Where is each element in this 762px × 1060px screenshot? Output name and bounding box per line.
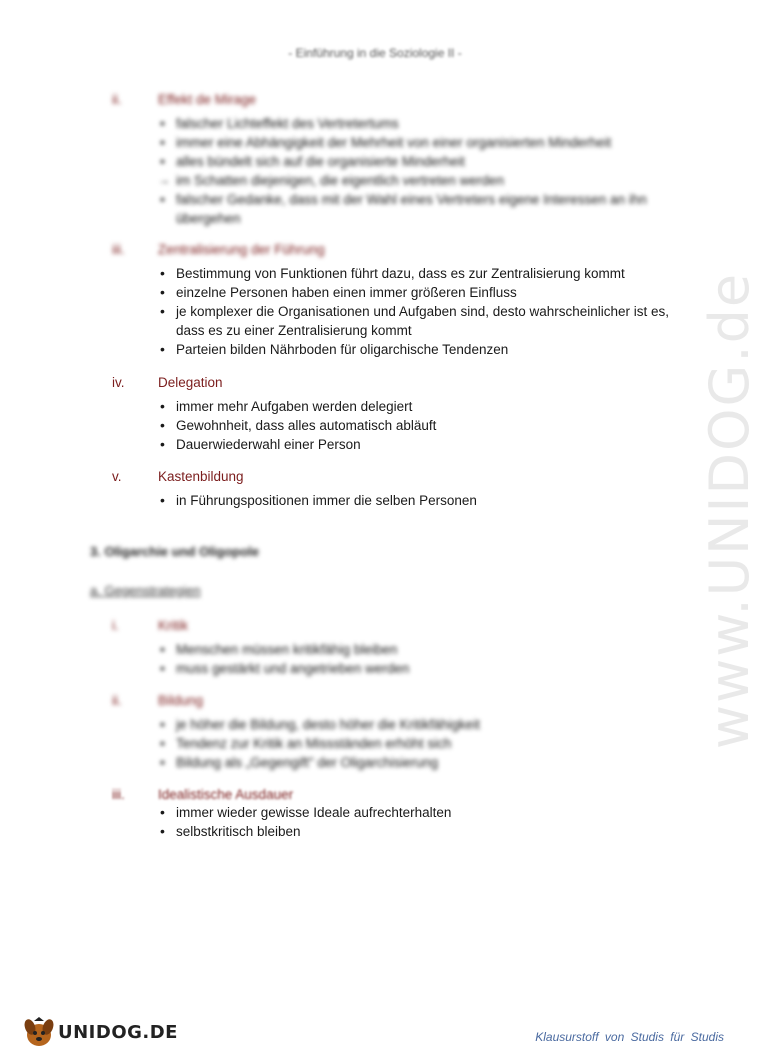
section-title: Kritik [158, 618, 188, 633]
list-item: • Dauerwiederwahl einer Person [158, 435, 672, 454]
bullet-list [112, 803, 672, 841]
list-item: • Parteien bilden Nährboden für oligarchische Tendenzen [158, 340, 672, 359]
section-number: iii. [112, 242, 125, 257]
section-heading [112, 787, 672, 803]
section-number: iii. [112, 787, 125, 802]
section-heading [112, 242, 672, 264]
header-title: - Einführung in die Soziologie II - [288, 46, 462, 60]
list-item: • falscher Gedanke, dass mit der Wahl eines Vertreters eigene Interessen an ihn übergehen [158, 190, 672, 228]
list-item: • Bildung als „Gegengift" der Oligarchisierung [158, 753, 672, 772]
section-heading [112, 92, 672, 114]
bullet-list [112, 397, 672, 454]
list-item: • Gewohnheit, dass alles automatisch abläuft [158, 416, 672, 435]
bullet-list [112, 715, 672, 772]
section-heading [112, 469, 672, 491]
bullet-list [112, 114, 672, 228]
list-item: • Tendenz zur Kritik an Missständen erhöht sich [158, 734, 672, 753]
bullet-list [112, 640, 672, 678]
dog-icon [22, 1015, 56, 1049]
list-item: • immer mehr Aufgaben werden delegiert [158, 397, 672, 416]
list-item: • immer wieder gewisse Ideale aufrechterhalten [158, 803, 672, 822]
list-item: • selbstkritisch bleiben [158, 822, 672, 841]
watermark-text: www.UNIDOG.de [698, 271, 762, 749]
section-kritik [112, 618, 672, 678]
list-item: • immer eine Abhängigkeit der Mehrheit von einer organisierten Minderheit [158, 133, 672, 152]
main-heading: 3. Oligarchie und Oligopole [90, 544, 260, 559]
list-item: • alles bündelt sich auf die organisierte Minderheit [158, 152, 672, 171]
section-idealistische-ausdauer [112, 787, 672, 841]
bullet-list [112, 264, 672, 359]
section-zentralisierung [112, 242, 672, 359]
section-number: i. [112, 618, 119, 633]
section-title: Delegation [158, 375, 223, 390]
section-kastenbildung [112, 469, 672, 510]
bullet-list [112, 491, 672, 510]
list-item: • falscher Lichteffekt des Vertretertums [158, 114, 672, 133]
section-title: Kastenbildung [158, 469, 244, 484]
watermark [698, 271, 762, 749]
list-item: • Menschen müssen kritikfähig bleiben [158, 640, 672, 659]
list-item: • je komplexer die Organisationen und Aufgaben sind, desto wahrscheinlicher ist es, dass es zu einer Zentralisierung kommt [158, 302, 672, 340]
footer-note: Klausurstoff von Studis für Studis [535, 1030, 724, 1044]
list-item: • einzelne Personen haben einen immer größeren Einfluss [158, 283, 672, 302]
section-bildung [112, 693, 672, 772]
section-heading [112, 375, 672, 397]
sub-heading: a. Gegenstrategien [90, 583, 201, 598]
section-heading [112, 618, 672, 640]
list-item: • in Führungspositionen immer die selben Personen [158, 491, 672, 510]
section-title: Bildung [158, 693, 204, 708]
section-number: v. [112, 469, 122, 484]
list-item: • muss gestärkt und angetrieben werden [158, 659, 672, 678]
section-number: ii. [112, 693, 122, 708]
section-title: Idealistische Ausdauer [158, 787, 294, 802]
section-title: Effekt de Mirage [158, 92, 257, 107]
section-delegation [112, 375, 672, 454]
page-header [0, 46, 750, 60]
section-effekt-de-mirage [112, 92, 672, 228]
section-title: Zentralisierung der Führung [158, 242, 325, 257]
logo-text: UNIDOG.DE [58, 1021, 178, 1043]
section-heading [112, 693, 672, 715]
list-item: • Bestimmung von Funktionen führt dazu, dass es zur Zentralisierung kommt [158, 264, 672, 283]
list-item-arrow: → im Schatten diejenigen, die eigentlich vertreten werden [158, 171, 672, 190]
section-number: ii. [112, 92, 122, 107]
unidog-logo [22, 1014, 178, 1050]
list-item: • je höher die Bildung, desto höher die Kritikfähigkeit [158, 715, 672, 734]
section-number: iv. [112, 375, 125, 390]
